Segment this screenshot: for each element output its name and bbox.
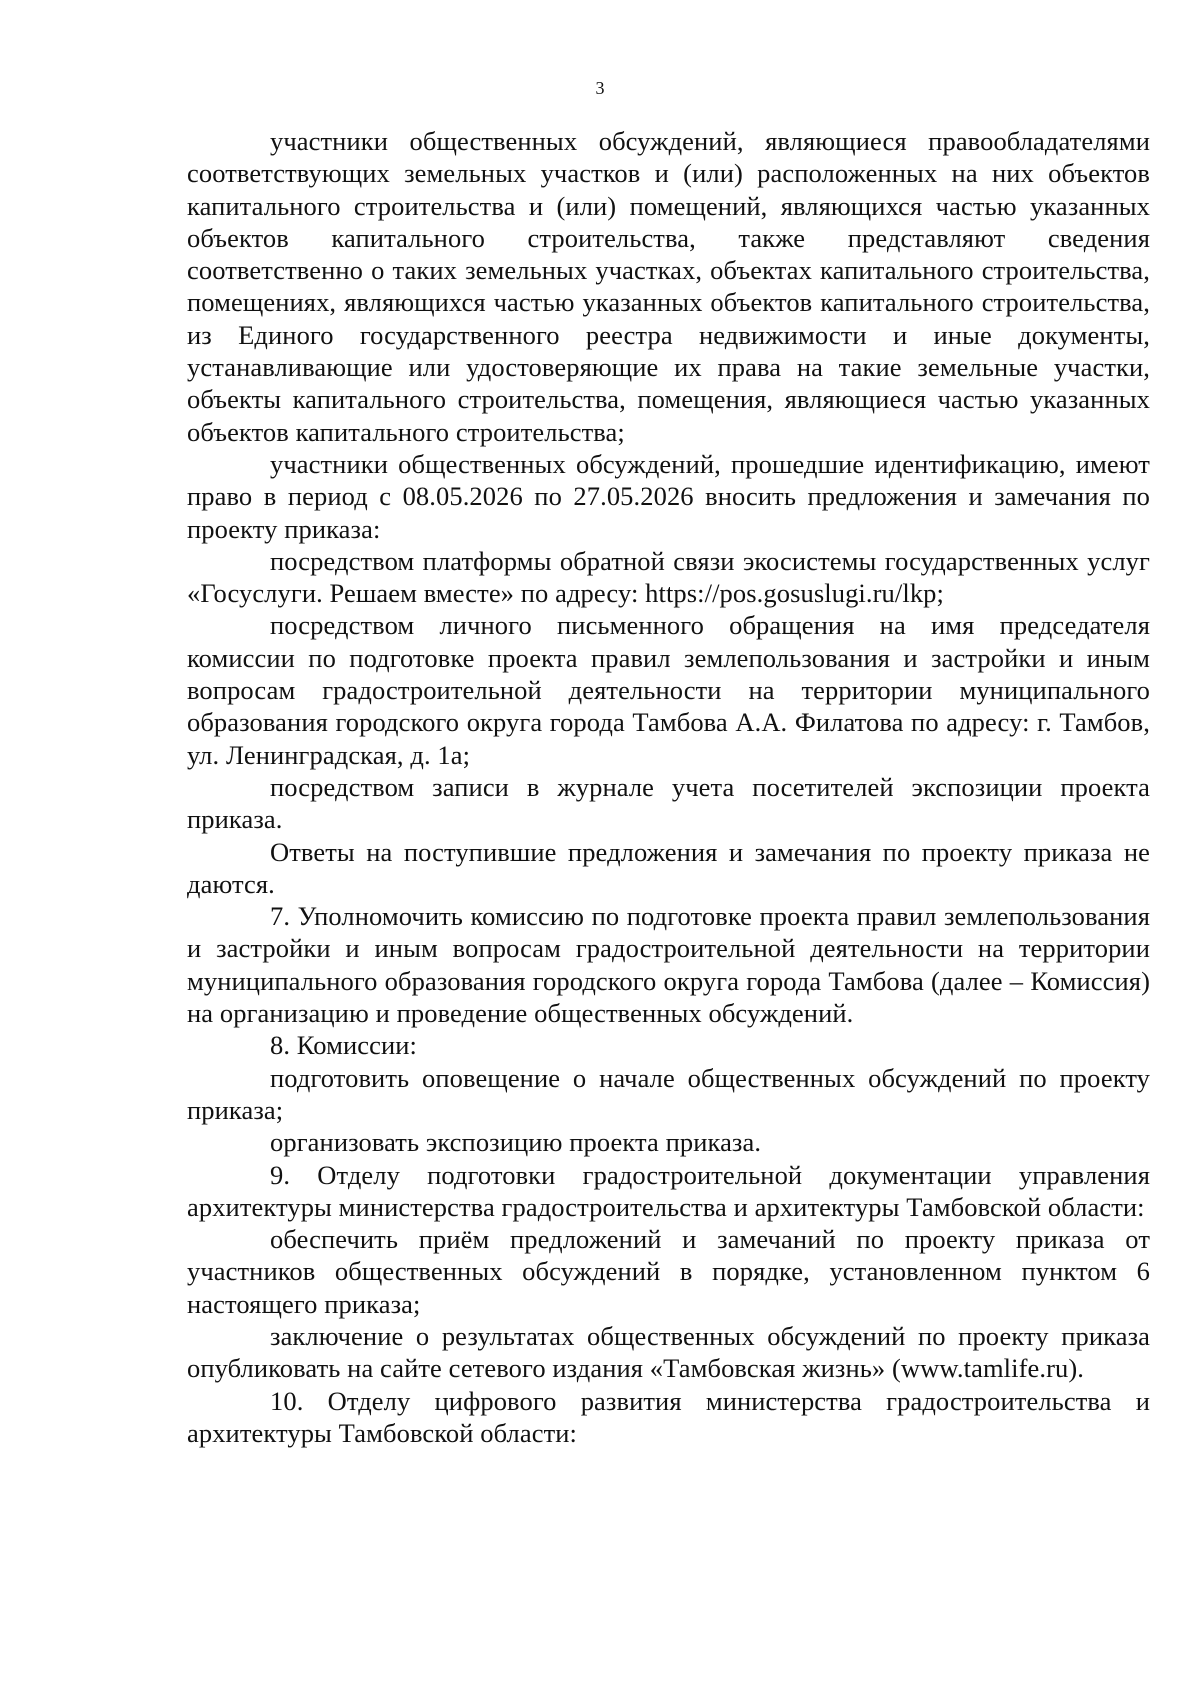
page-number: 3 <box>595 78 605 98</box>
document-body <box>187 125 1150 1449</box>
paragraph-publish-conclusion: заключение о результатах общественных обсуждений по проекту приказа опубликовать на сайте сетевого издания «Тамбовская жизнь» (www.tamlife.ru). <box>187 1320 1150 1384</box>
paragraph-item-7: 7. Уполномочить комиссию по подготовке проекта правил землепользования и застройки и иным вопросам градостроительной деятельности на территории муниципального образования городского округа города Тамбова (далее – Комиссия) на организацию и проведение общественных обсуждений. <box>187 901 1150 1029</box>
paragraph-gosuslugi-platform: посредством платформы обратной связи экосистемы государственных услуг «Госуслуги. Решаем вместе» по адресу: https://pos.gosuslugi.ru/lkp; <box>187 545 1150 609</box>
paragraph-visitor-journal: посредством записи в журнале учета посетителей экспозиции проекта приказа. <box>187 771 1150 835</box>
paragraph-identified-participants: участники общественных обсуждений, прошедшие идентификацию, имеют право в период с 08.05.2026 по 27.05.2026 вносить предложения и замечания по проекту приказа: <box>187 448 1150 544</box>
paragraph-item-8: 8. Комиссии: <box>270 1030 418 1061</box>
paragraph-item-10: 10. Отделу цифрового развития министерства градостроительства и архитектуры Тамбовской области: <box>187 1385 1150 1448</box>
paragraph-item-9: 9. Отделу подготовки градостроительной документации управления архитектуры министерства градостроительства и архитектуры Тамбовской области: <box>187 1159 1150 1222</box>
paragraph-organize-exposition: организовать экспозицию проекта приказа. <box>270 1127 762 1158</box>
paragraph-accept-proposals: обеспечить приём предложений и замечаний по проекту приказа от участников общественных обсуждений в порядке, установленном пунктом 6 настоящего приказа; <box>187 1224 1150 1319</box>
paragraph-rights-holders: участники общественных обсуждений, являющиеся правообладателями соответствующих земельных участков и (или) расположенных на них объектов капитального строительства и (или) помещений, являющихся частью указанных объектов капитального строительства, также представляют сведения соответственно о таких земельных участках, объектах капитального строительства, помещениях, являющихся частью указанных объектов капитального строительства, из Единого государственного реестра недвижимости и иные документы, устанавливающие или удостоверяющие их права на такие земельные участки, объекты капитального строительства, помещения, являющиеся частью указанных объектов капитального строительства; <box>187 126 1150 447</box>
paragraph-prepare-notice: подготовить оповещение о начале общественных обсуждений по проекту приказа; <box>187 1062 1150 1125</box>
paragraph-written-appeal: посредством личного письменного обращения на имя председателя комиссии по подготовке проекта правил землепользования и застройки и иным вопросам градостроительной деятельности на территории муниципального образования городского округа города Тамбова А.А. Филатова по адресу: г. Тамбов, ул. Ленинградская, д. 1а; <box>187 610 1150 770</box>
paragraph-no-answers: Ответы на поступившие предложения и замечания по проекту приказа не даются. <box>187 836 1150 899</box>
